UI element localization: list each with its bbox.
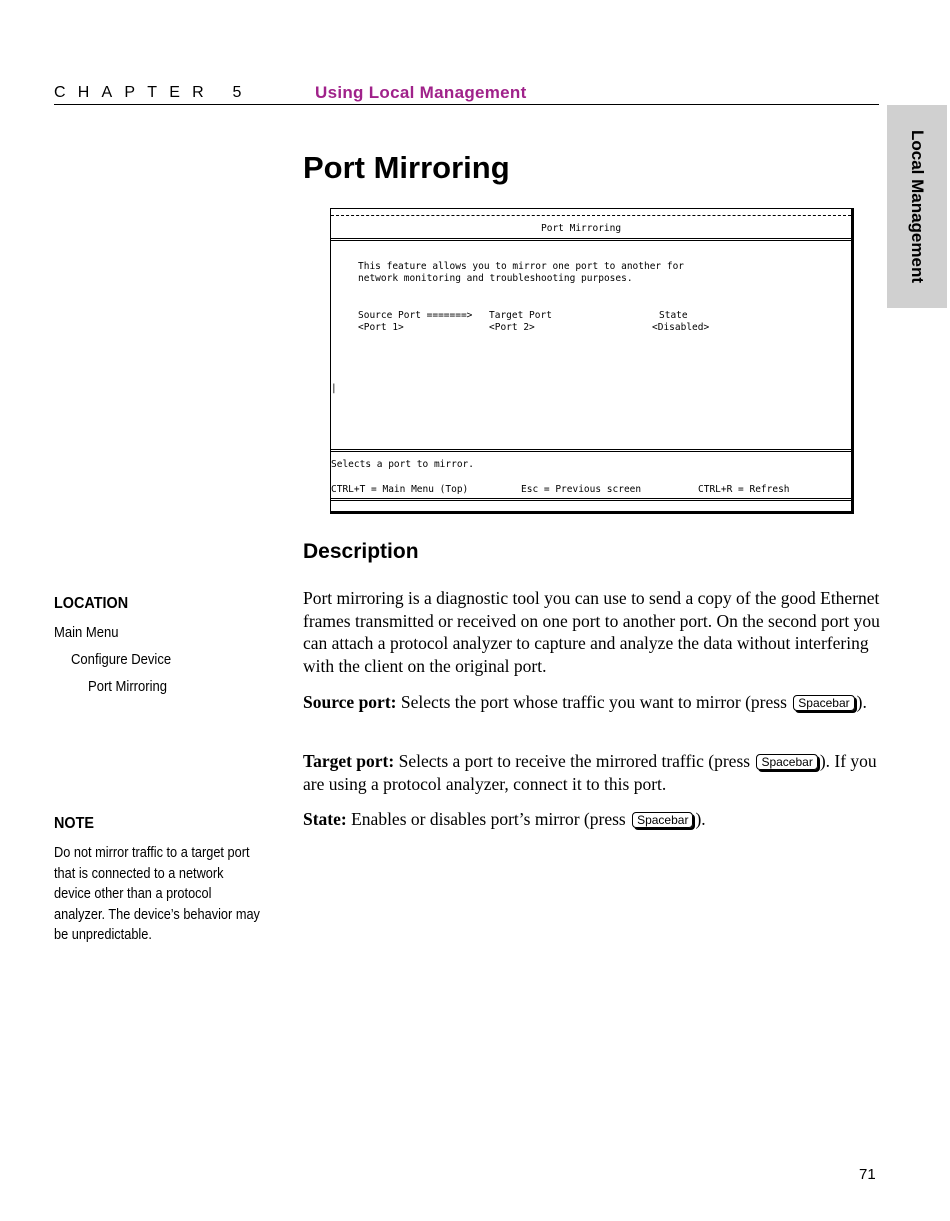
source-port-description: [303, 691, 880, 714]
terminal-source-header: Source Port =======>: [358, 310, 473, 321]
page-title: Port Mirroring: [303, 150, 510, 185]
target-port-text: Selects a port to receive the mirrored traffic (press: [394, 751, 755, 771]
note-text: Do not mirror traffic to a target port that is connected to a network device other than a protocol analyzer. The device’s behavior may be unpredictable.: [54, 845, 260, 943]
location-item-configure-device: Configure Device: [71, 652, 172, 668]
chapter-label: CHAPTER 5: [54, 84, 254, 101]
page-number: 71: [859, 1166, 876, 1183]
terminal-intro-line-2: network monitoring and troubleshooting purposes.: [358, 273, 633, 284]
terminal-target-header: Target Port: [489, 310, 552, 321]
terminal-intro-line-1: This feature allows you to mirror one port to another for: [358, 261, 685, 272]
terminal-status-message: Selects a port to mirror.: [331, 459, 474, 470]
state-end: ).: [695, 809, 706, 829]
chapter-header: [54, 82, 879, 105]
side-tab: [887, 105, 947, 308]
spacebar-key-icon: Spacebar: [632, 812, 693, 828]
spacebar-key-icon: Spacebar: [756, 754, 817, 770]
source-port-end: ).: [856, 692, 867, 712]
state-text: Enables or disables port’s mirror (press: [346, 809, 631, 829]
terminal-cursor: |: [331, 383, 337, 394]
terminal-target-port-field[interactable]: <Port 2>: [489, 322, 535, 333]
chapter-title: Using Local Management: [315, 83, 527, 102]
target-port-description: [303, 750, 880, 795]
description-heading: Description: [303, 540, 419, 563]
state-label: State:: [303, 809, 347, 829]
terminal-footer-main-menu: CTRL+T = Main Menu (Top): [331, 484, 469, 495]
spacebar-key-icon: Spacebar: [793, 695, 854, 711]
note-heading: NOTE: [54, 815, 95, 832]
terminal-state-field[interactable]: <Disabled>: [652, 322, 710, 333]
terminal-bottom-rule: [331, 498, 851, 501]
target-port-end: ). If you are using a protocol analyzer, connect it to this port.: [303, 751, 877, 794]
terminal-footer-refresh: CTRL+R = Refresh: [698, 484, 790, 495]
source-port-label: Source port:: [303, 692, 397, 712]
location-heading: LOCATION: [54, 595, 129, 612]
side-tab-label: Local Management: [908, 129, 927, 284]
terminal-top-rule: [331, 215, 851, 216]
state-description: [303, 808, 880, 831]
target-port-label: Target port:: [303, 751, 395, 771]
terminal-footer-previous: Esc = Previous screen: [521, 484, 642, 495]
source-port-text: Selects the port whose traffic you want to mirror (press: [396, 692, 792, 712]
location-item-port-mirroring: Port Mirroring: [88, 679, 168, 695]
terminal-state-header: State: [659, 310, 688, 321]
terminal-screen-title: Port Mirroring: [541, 223, 622, 234]
terminal-screenshot: [330, 208, 854, 514]
terminal-source-port-field[interactable]: <Port 1>: [358, 322, 404, 333]
terminal-title-rule: [331, 238, 851, 241]
description-intro: Port mirroring is a diagnostic tool you can use to send a copy of the good Ethernet frames transmitted or received on one port to another port. On the second port you can attach a protocol analyzer to capture and analyze the data without interfering with the client on the original port.: [303, 588, 880, 676]
terminal-status-rule: [331, 449, 851, 452]
location-item-main-menu: Main Menu: [54, 625, 119, 641]
